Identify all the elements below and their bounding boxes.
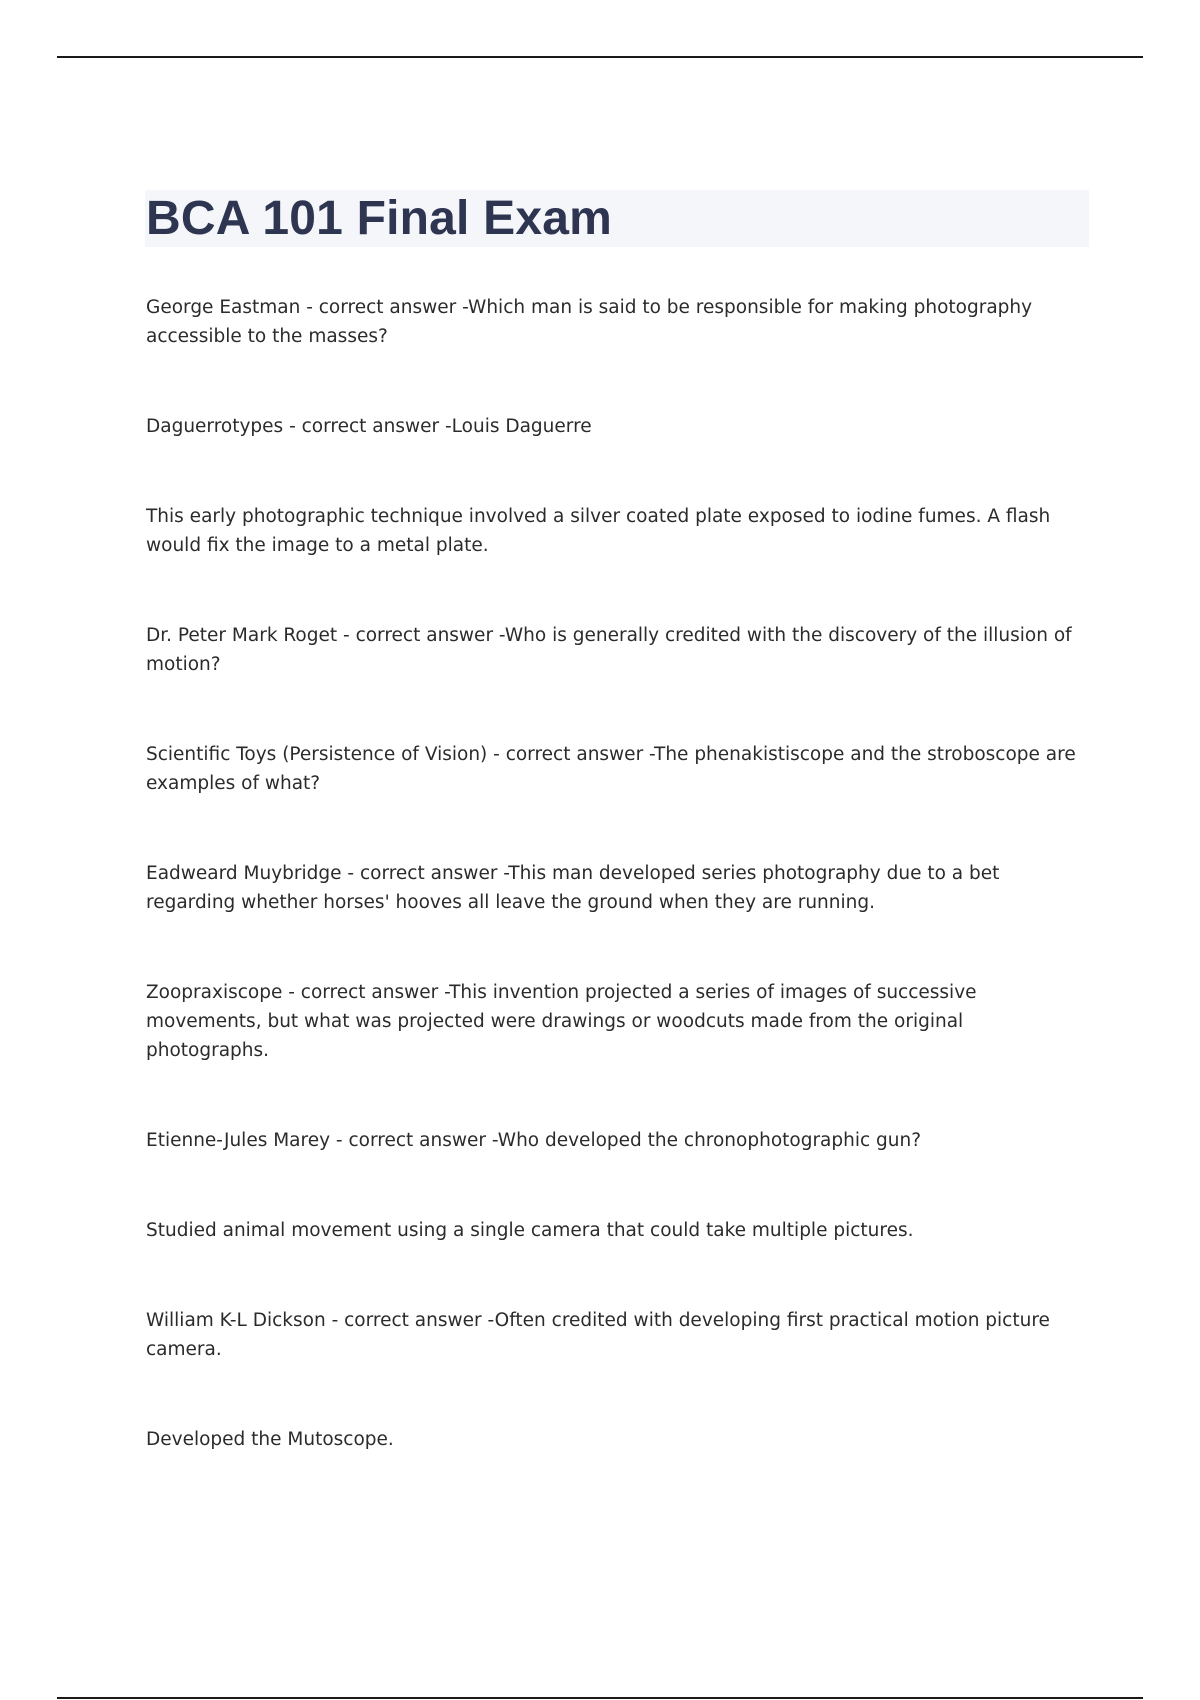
page-title: BCA 101 Final Exam [146, 192, 612, 245]
footer-rule [57, 1697, 1143, 1699]
qa-entry: Developed the Mutoscope. [146, 1429, 394, 1450]
qa-list [146, 293, 1086, 1515]
qa-entry: Dr. Peter Mark Roget - correct answer -Who is generally credited with the discovery of the illusion of motion? [146, 625, 1072, 675]
qa-entry: Daguerrotypes - correct answer -Louis Daguerre [146, 416, 592, 437]
qa-entry: This early photographic technique involved a silver coated plate exposed to iodine fumes. A flash would fix the image to a metal plate. [146, 506, 1051, 556]
qa-entry: George Eastman - correct answer -Which man is said to be responsible for making photography accessible to the masses? [146, 297, 1033, 347]
qa-entry: William K-L Dickson - correct answer -Often credited with developing first practical motion picture camera. [146, 1310, 1050, 1360]
qa-entry: Scientific Toys (Persistence of Vision) - correct answer -The phenakistiscope and the stroboscope are examples of what? [146, 744, 1076, 794]
qa-entry: Eadweard Muybridge - correct answer -This man developed series photography due to a bet regarding whether horses' hooves all leave the ground when they are running. [146, 863, 1000, 913]
qa-entry: Studied animal movement using a single camera that could take multiple pictures. [146, 1220, 914, 1241]
qa-entry: Zoopraxiscope - correct answer -This invention projected a series of images of successive movements, but what was projected were drawings or woodcuts made from the original photographs. [146, 982, 977, 1061]
header-rule [57, 56, 1143, 58]
qa-entry: Etienne-Jules Marey - correct answer -Who developed the chronophotographic gun? [146, 1130, 922, 1151]
